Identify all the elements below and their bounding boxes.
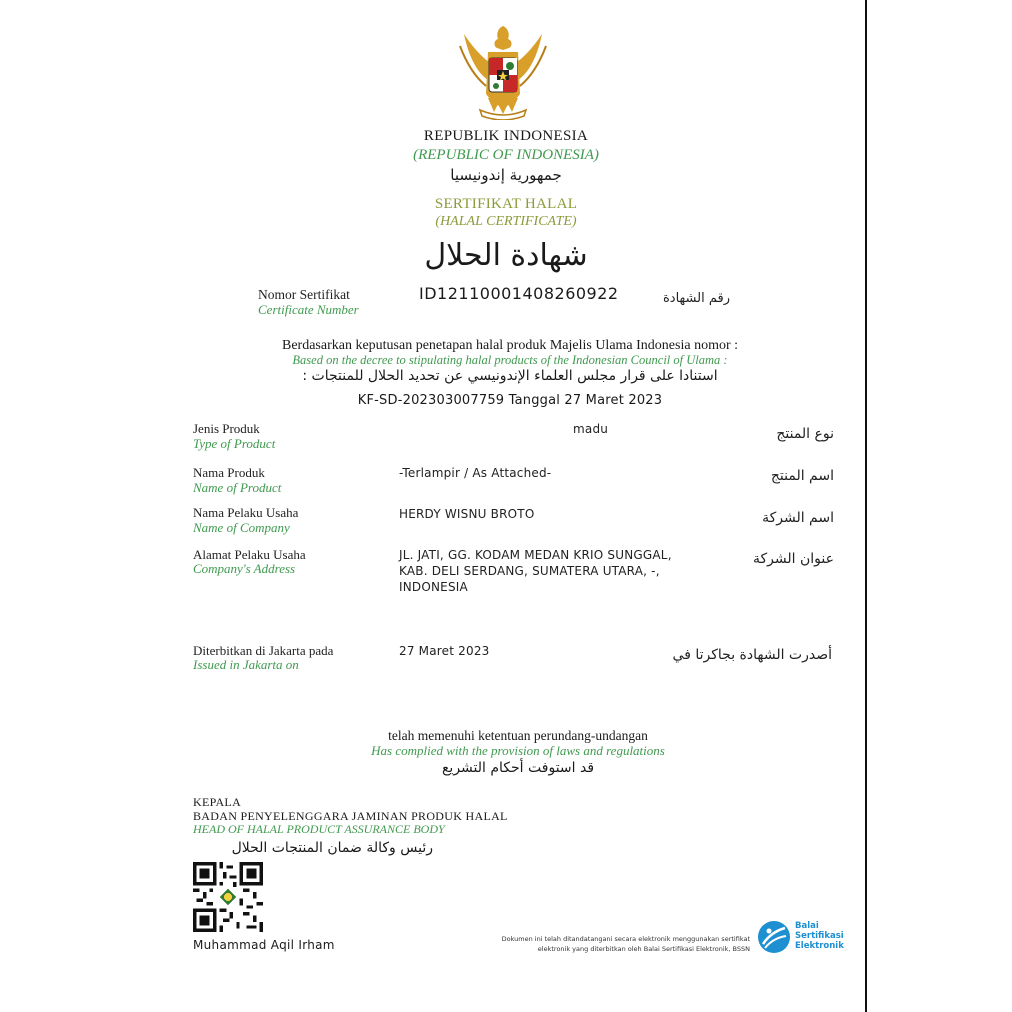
bsre-logo-text-line-3: Elektronik [795,941,844,951]
compliance-text-en: Has complied with the provision of laws and regulations [371,743,665,758]
certificate-title-en: (HALAL CERTIFICATE) [435,214,577,229]
country-name-en: (REPUBLIC OF INDONESIA) [413,147,599,163]
name-of-product-label: Nama Produk [193,465,265,480]
company-address-label: Alamat Pelaku Usaha [193,547,306,562]
certificate-number-label: Nomor Sertifikat [258,287,350,302]
garuda-pancasila-emblem [458,24,548,120]
electronic-signature-note-line-2: elektronik yang diterbitkan oleh Balai Sertifikasi Elektronik, BSSN [537,945,750,953]
name-of-product-label-en: Name of Product [193,480,282,495]
signatory-body: BADAN PENYELENGGARA JAMINAN PRODUK HALAL [193,809,508,823]
bsre-logo-text [795,921,844,951]
company-name-value: HERDY WISNU BROTO [399,507,535,521]
company-address-label-en: Company's Address [193,561,296,576]
bsre-logo-text-line-1: Balai [795,921,819,931]
signatory-role: KEPALA [193,795,242,809]
type-of-product-label: Jenis Produk [193,421,260,436]
issued-label-en: Issued in Jakarta on [193,657,299,672]
signatory-name: Muhammad Aqil Irham [193,938,335,952]
page-right-border [865,0,867,1012]
decree-text: Berdasarkan keputusan penetapan halal produk Majelis Ulama Indonesia nomor : [281,338,739,353]
electronic-signature-note-line-1: Dokumen ini telah ditandatangani secara elektronik menggunakan sertifikat [501,935,750,943]
decree-text-ar: استنادا على قرار مجلس العلماء الإندونيسي عن تحديد الحلال للمنتجات : [302,368,718,384]
issued-label: Diterbitkan di Jakarta pada [193,643,334,658]
company-address-label-ar: عنوان الشركة [753,551,834,567]
signatory-body-ar: رئيس وكالة ضمان المنتجات الحلال [231,840,433,856]
company-address-value [399,547,672,595]
compliance-text: telah memenuhi ketentuan perundang-undangan [388,728,648,743]
company-name-label: Nama Pelaku Usaha [193,505,299,520]
decree-reference: KF-SD-202303007759 Tanggal 27 Maret 2023 [357,393,663,408]
certificate-title: SERTIFIKAT HALAL [434,196,578,212]
certificate-number-label-ar: رقم الشهادة [663,291,730,306]
electronic-signature-note [480,934,750,954]
company-name-label-ar: اسم الشركة [762,510,834,526]
issued-date: 27 Maret 2023 [399,644,490,658]
bsre-logo-text-line-2: Sertifikasi [795,931,844,941]
type-of-product-value: madu [573,422,609,436]
company-address-line-2: KAB. DELI SERDANG, SUMATERA UTARA, -, [399,564,660,578]
compliance-text-ar: قد استوفت أحكام التشريع [441,760,595,776]
bsre-logo-icon [757,920,791,954]
certificate-number: ID12110001408260922 [419,284,619,303]
company-address-line-1: JL. JATI, GG. KODAM MEDAN KRIO SUNGGAL, [399,548,672,562]
country-name: REPUBLIK INDONESIA [423,128,589,144]
type-of-product-label-ar: نوع المنتج [776,426,834,442]
country-name-ar: جمهورية إندونيسيا [450,166,562,184]
company-address-line-3: INDONESIA [399,580,468,594]
issued-label-ar: أصدرت الشهادة بجاكرتا في [672,647,832,663]
company-name-label-en: Name of Company [193,520,290,535]
name-of-product-value: -Terlampir / As Attached- [399,466,552,480]
name-of-product-label-ar: اسم المنتج [770,468,834,484]
certificate-title-ar: شهادة الحلال [424,238,588,273]
decree-text-en: Based on the decree to stipulating halal products of the Indonesian Council of Ulama : [292,353,728,367]
qr-code [193,862,263,932]
signatory-body-en: HEAD OF HALAL PRODUCT ASSURANCE BODY [193,822,445,836]
type-of-product-label-en: Type of Product [193,436,276,451]
certificate-number-label-en: Certificate Number [258,302,359,317]
